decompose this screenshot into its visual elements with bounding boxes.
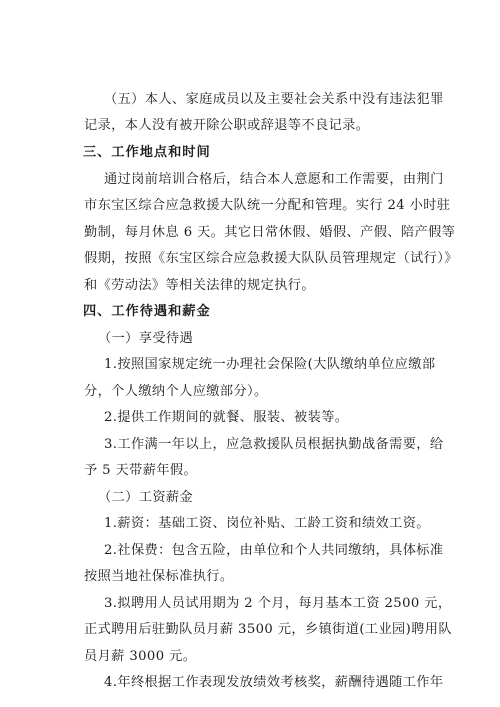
paragraph-line: 3.工作满一年以上，应急救援队员根据执勤战备需要，给 xyxy=(104,437,444,452)
paragraph-line: 2.社保费：包含五险，由单位和个人共同缴纳，具体标准 xyxy=(104,543,444,558)
subsection-heading-benefits: （一）享受待遇 xyxy=(98,331,194,346)
paragraph-line: 1.薪资：基础工资、岗位补贴、工龄工资和绩效工资。 xyxy=(104,516,430,531)
paragraph-line: 予 5 天带薪年假。 xyxy=(84,463,198,478)
paragraph-line: 正式聘用后驻勤队员月薪 3500 元，乡镇街道(工业园)聘用队 xyxy=(84,622,452,637)
paragraph-line: 记录，本人没有被开除公职或辞退等不良记录。 xyxy=(84,118,370,133)
section-heading-pay-benefits: 四、工作待遇和薪金 xyxy=(83,304,211,319)
paragraph-line: 按照当地社保标准执行。 xyxy=(84,569,234,584)
paragraph-line: 员月薪 3000 元。 xyxy=(84,649,197,664)
paragraph-line: 勤制，每月休息 6 天。其它日常休假、婚假、产假、陪产假等 xyxy=(84,225,456,240)
paragraph-line: 分，个人缴纳个人应缴部分）。 xyxy=(84,384,268,399)
paragraph-line: 通过岗前培训合格后，结合本人意愿和工作需要，由荆门 xyxy=(104,172,444,187)
paragraph-line: 1.按照国家规定统一办理社会保险(大队缴纳单位应缴部 xyxy=(104,357,436,372)
subsection-heading-salary: （二）工资薪金 xyxy=(98,490,194,505)
section-heading-location-time: 三、工作地点和时间 xyxy=(83,145,211,160)
paragraph-line: 3.拟聘用人员试用期为 2 个月，每月基本工资 2500 元， xyxy=(104,596,452,611)
paragraph-line: 假期，按照《东宝区综合应急救援大队队员管理规定（试行）》 xyxy=(84,251,458,266)
paragraph-line: （五）本人、家庭成员以及主要社会关系中没有违法犯罪 xyxy=(104,92,444,107)
paragraph-line: 4.年终根据工作表现发放绩效考核奖，薪酬待遇随工作年 xyxy=(104,675,444,690)
paragraph-line: 2.提供工作期间的就餐、服装、被装等。 xyxy=(104,410,349,425)
paragraph-line: 和《劳动法》等相关法律的规定执行。 xyxy=(84,278,315,293)
paragraph-line: 市东宝区综合应急救援大队统一分配和管理。实行 24 小时驻 xyxy=(84,198,451,213)
